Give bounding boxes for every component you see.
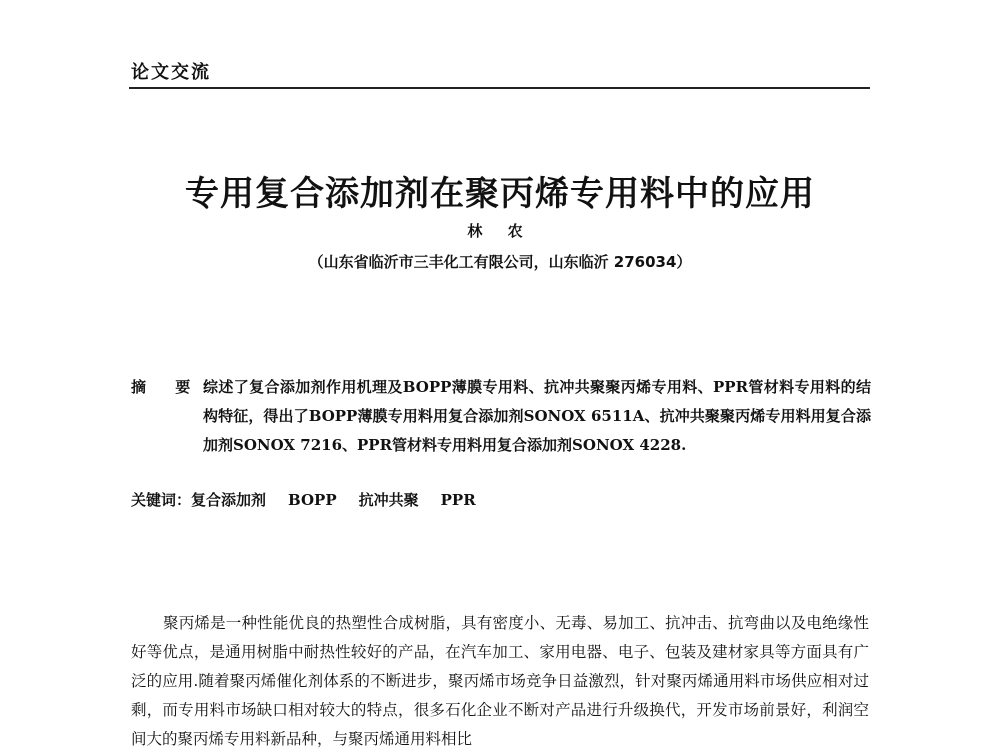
- keyword: BOPP: [288, 491, 337, 509]
- article-title: 专用复合添加剂在聚丙烯专用料中的应用: [185, 174, 815, 214]
- keyword: 抗冲共聚: [358, 491, 419, 509]
- header-rule: [129, 87, 870, 89]
- keywords-section: [131, 489, 498, 510]
- author-affiliation: （山东省临沂市三丰化工有限公司，山东临沂 276034）: [308, 253, 692, 271]
- keyword: 复合添加剂: [191, 491, 267, 509]
- keyword: PPR: [440, 491, 476, 509]
- abstract-label: 摘 要：: [131, 378, 230, 396]
- running-head: 论文交流: [131, 62, 211, 83]
- body-paragraph: 聚丙烯是一种性能优良的热塑性合成树脂，具有密度小、无毒、易加工、抗冲击、抗弯曲以及电绝缘性好等优点，是通用树脂中耐热性较好的产品，在汽车加工、家用电器、电子、包装及建材家具等方面具有广泛的应用.随着聚丙烯催化剂体系的不断进步，聚丙烯市场竞争日益激烈，针对聚丙烯通用料市场供应相对过剩，而专用料市场缺口相对较大的特点，很多石化企业不断对产品进行升级换代，开发市场前景好，利润空间大的聚丙烯专用料新品种，与聚丙烯通用料相比: [131, 614, 869, 748]
- article-author: 林 农: [467, 222, 533, 240]
- keywords-label: 关键词：: [131, 491, 192, 509]
- abstract-section: [131, 373, 871, 460]
- abstract-text: 综述了复合添加剂作用机理及BOPP薄膜专用料、抗冲共聚聚丙烯专用料、PPR管材料专用料的结构特征，得出了BOPP薄膜专用料用复合添加剂SONOX 6511A、抗冲共聚聚丙烯专用料用复合添加剂SONOX 7216、PPR管材料专用料用复合添加剂SONOX 4228.: [203, 378, 871, 454]
